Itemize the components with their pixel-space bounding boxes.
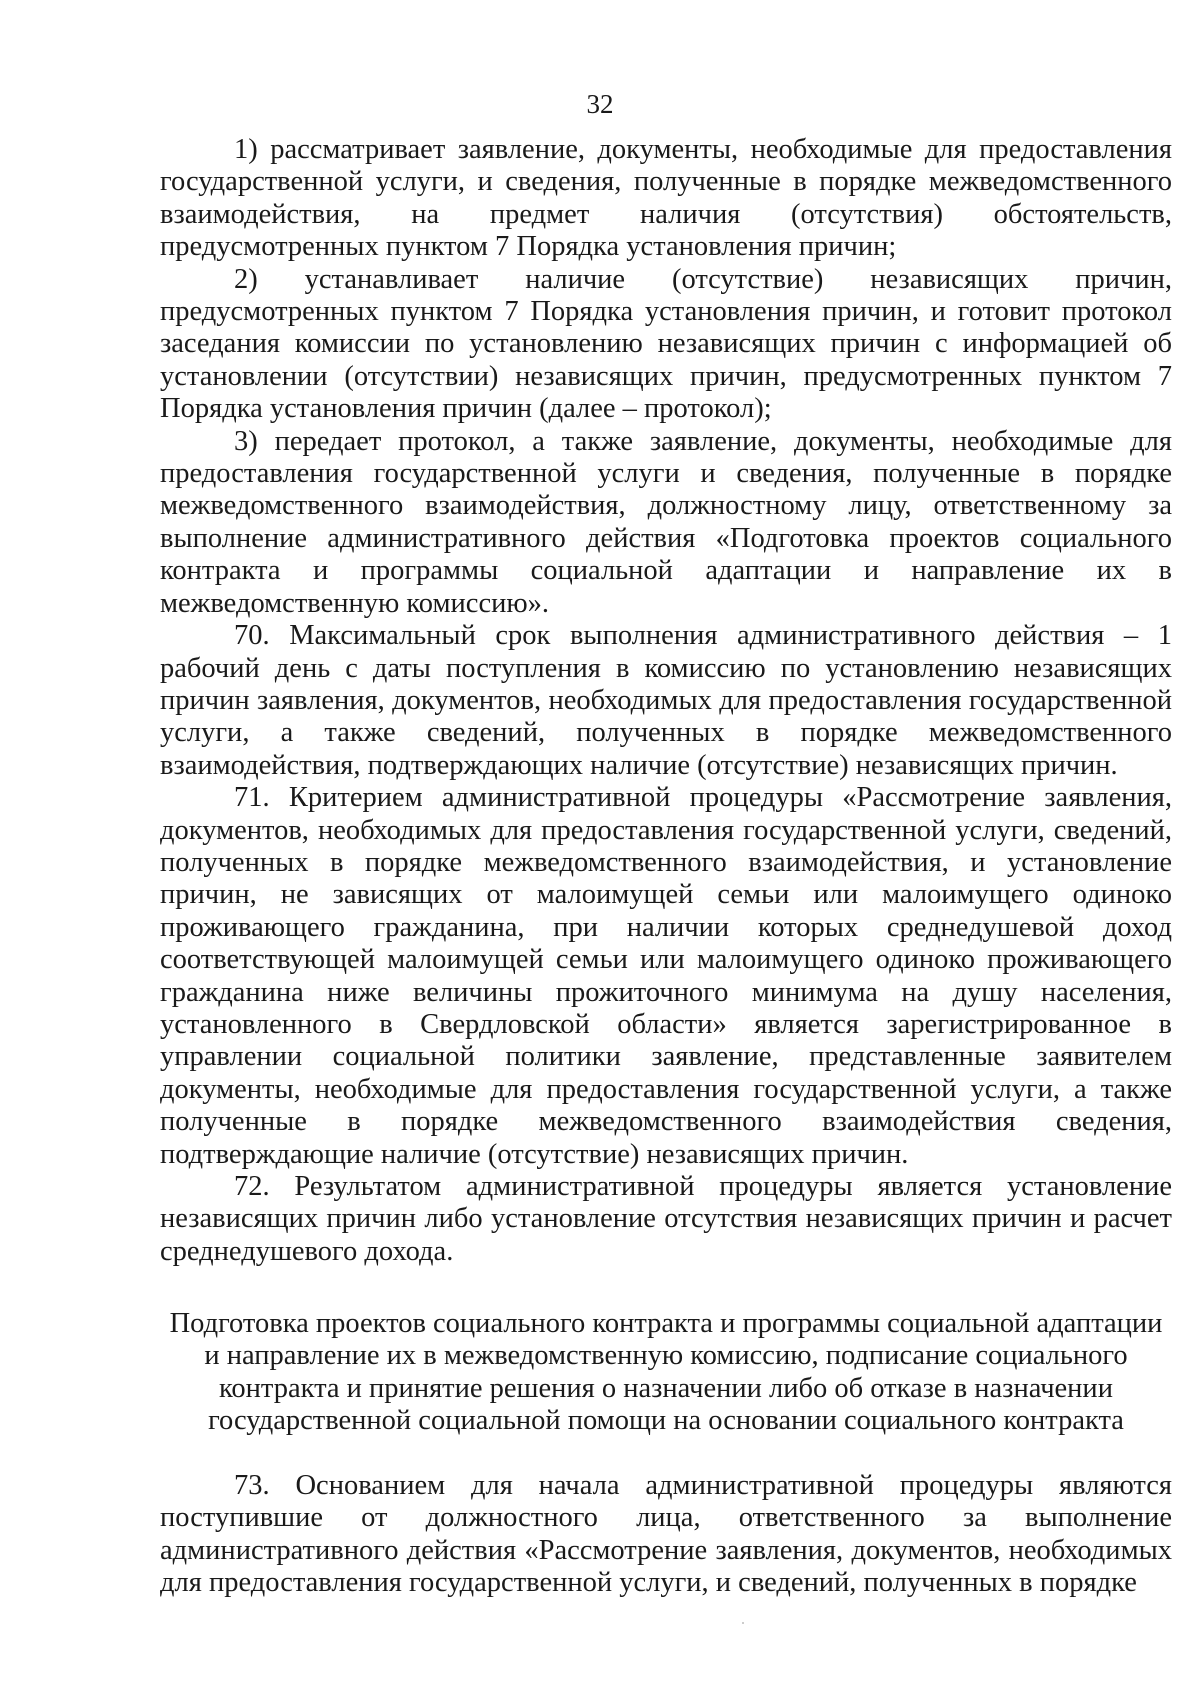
section-heading-line: контракта и принятие решения о назначении либо об отказе в назначении [219, 1372, 1113, 1404]
paragraph-item-1: 1) рассматривает заявление, документы, необходимые для предоставления государственной услуги, и сведения, полученные в порядке межведомственного взаимодействия, на предмет наличия (отсутствия) обстоятельств, предусмотренных пунктом 7 Порядка установления причин; [160, 134, 1172, 263]
paragraph-73: 73. Основанием для начала административной процедуры являются поступившие от должностного лица, ответственного за выполнение административного действия «Рассмотрение заявления, документов, необходимых для предоставления государственной услуги, и сведений, полученных в порядке [160, 1470, 1172, 1599]
body-text-upper [160, 134, 1172, 1268]
section-heading [150, 1308, 1182, 1438]
paragraph-item-3: 3) передает протокол, а также заявление, документы, необходимые для предоставления государственной услуги и сведения, полученные в порядке межведомственного взаимодействия, должностному лицу, ответственному за выполнение административного действия «Подготовка проектов социального контракта и программы социальной адаптации и направление их в межведомственную комиссию». [160, 425, 1172, 619]
paragraph-item-2: 2) устанавливает наличие (отсутствие) независящих причин, предусмотренных пунктом 7 Порядка установления причин, и готовит протокол заседания комиссии по установлению независящих причин с информацией об установлении (отсутствии) независящих причин, предусмотренных пунктом 7 Порядка установления причин (далее – протокол); [160, 263, 1172, 425]
section-heading-line: Подготовка проектов социального контракта и программы социальной адаптации [169, 1308, 1163, 1339]
section-heading-line: и направление их в межведомственную комиссию, подписание социального [204, 1340, 1128, 1372]
page-number: 32 [586, 89, 614, 119]
body-text-lower [160, 1470, 1172, 1600]
section-heading-line: государственной социальной помощи на основании социального контракта [208, 1405, 1124, 1437]
scan-artifact [742, 1622, 744, 1624]
paragraph-72: 72. Результатом административной процедуры является установление независящих причин либо установление отсутствия независящих причин и расчет среднедушевого дохода. [160, 1171, 1172, 1267]
paragraph-70: 70. Максимальный срок выполнения административного действия – 1 рабочий день с даты поступления в комиссию по установлению независящих причин заявления, документов, необходимых для предоставления государственной услуги, а также сведений, полученных в порядке межведомственного взаимодействия, подтверждающих наличие (отсутствие) независящих причин. [160, 620, 1172, 781]
paragraph-71: 71. Критерием административной процедуры «Рассмотрение заявления, документов, необходимых для предоставления государственной услуги, сведений, полученных в порядке межведомственного взаимодействия, и установление причин, не зависящих от малоимущей семьи или малоимущего одиноко проживающего гражданина, при наличии которых среднедушевой доход соответствующей малоимущей семьи или малоимущего одиноко проживающего гражданина ниже величины прожиточного минимума на душу населения, установленного в Свердловской области» является зарегистрированное в управлении социальной политики заявление, представленные заявителем документы, необходимые для предоставления государственной услуги, а также полученные в порядке межведомственного взаимодействия сведения, подтверждающие наличие (отсутствие) независящих причин. [160, 782, 1172, 1170]
